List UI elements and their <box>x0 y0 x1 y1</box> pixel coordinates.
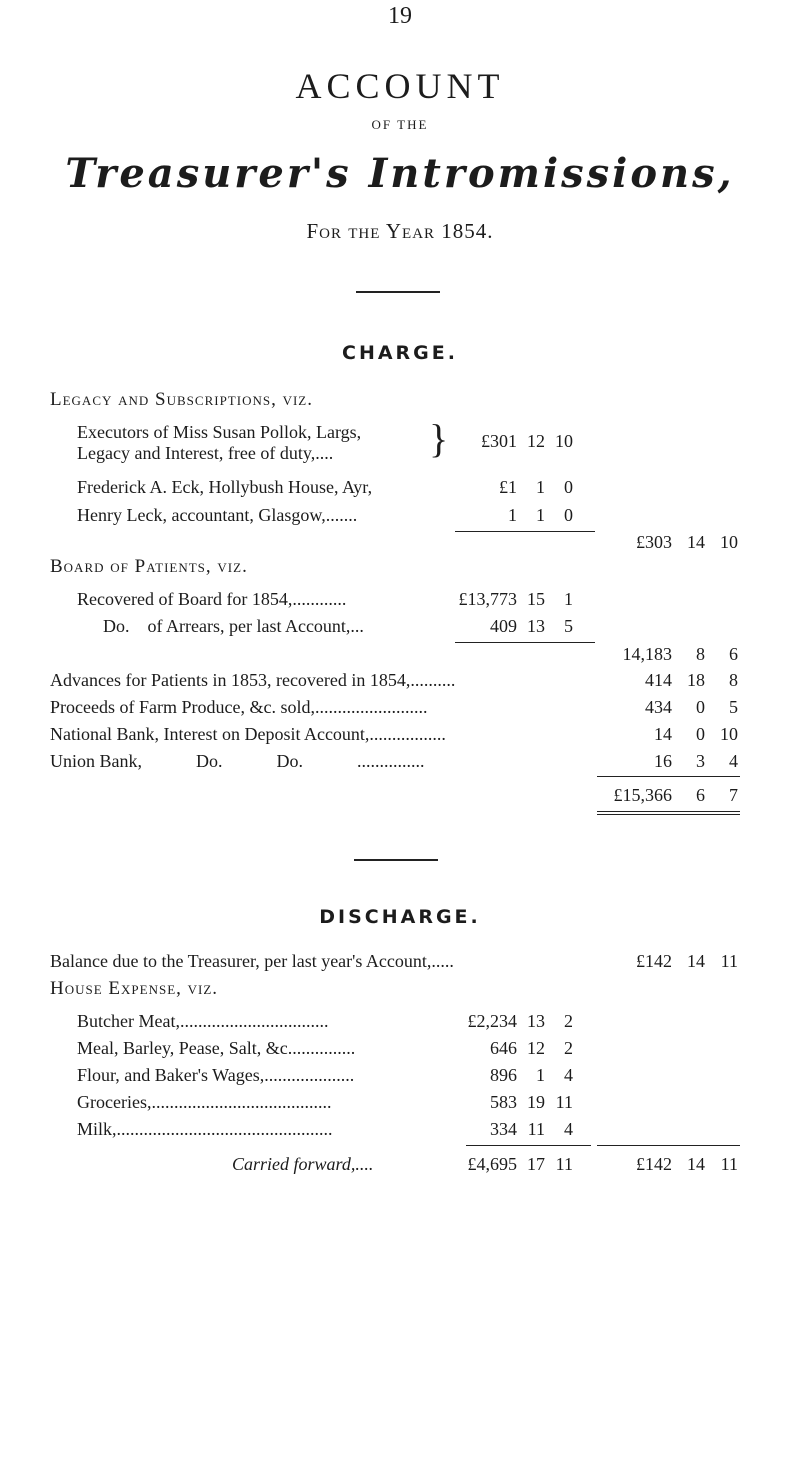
carried-forward-amount: £4,695 17 11 <box>467 1154 573 1174</box>
legacy-item-1-line2: Legacy and Interest, free of duty,.... <box>77 443 334 463</box>
house-item-groceries-amount: 583 19 11 <box>490 1092 573 1112</box>
charge-item-farm: Proceeds of Farm Produce, &c. sold,......................... <box>50 697 428 717</box>
charge-item-advances-amount: 414 18 8 <box>645 670 738 690</box>
board-item-2-amount: 409 13 5 <box>490 616 573 636</box>
house-item-butcher-amount: £2,234 13 2 <box>467 1011 573 1031</box>
page-subtitle: Treasurer's Intromissions, <box>65 150 735 197</box>
charge-item-national-bank-amount: 14 0 10 <box>654 724 738 744</box>
charge-item-union-bank: Union Bank, Do. Do. ............... <box>50 751 425 771</box>
house-item-groceries: Groceries,........................................ <box>77 1092 332 1112</box>
subtotal-rule <box>455 531 595 532</box>
charge-item-advances: Advances for Patients in 1853, recovered in 1854,.......... <box>50 670 456 690</box>
legacy-heading: Legacy and Subscriptions, viz. <box>50 389 313 410</box>
legacy-item-3-label: Henry Leck, accountant, Glasgow,....... <box>77 505 358 525</box>
legacy-item-1-amount: £301 12 10 <box>481 431 573 451</box>
discharge-heading: DISCHARGE. <box>319 906 481 928</box>
house-item-flour-amount: 896 1 4 <box>490 1065 573 1085</box>
board-heading: Board of Patients, viz. <box>50 556 248 577</box>
subtotal-rule <box>455 642 595 643</box>
divider-rule <box>356 291 440 293</box>
carried-forward-label: Carried forward,.... <box>232 1154 374 1174</box>
divider-rule <box>354 859 438 861</box>
board-item-2-label: Do. of Arrears, per last Account,... <box>103 616 364 636</box>
board-item-1-amount: £13,773 15 1 <box>458 589 573 609</box>
legacy-item-1-line1: Executors of Miss Susan Pollok, Largs, <box>77 422 362 442</box>
board-item-1-label: Recovered of Board for 1854,............ <box>77 589 347 609</box>
subtotal-rule <box>466 1145 591 1146</box>
page-number: 19 <box>388 3 412 29</box>
charge-grand-total: £15,366 6 7 <box>613 785 738 805</box>
charge-item-union-bank-amount: 16 3 4 <box>654 751 738 771</box>
house-item-milk-amount: 334 11 4 <box>490 1119 573 1139</box>
carried-forward-right-amount: £142 14 11 <box>636 1154 738 1174</box>
page-title: ACCOUNT <box>295 66 505 106</box>
house-expense-heading: House Expense, viz. <box>50 978 219 999</box>
charge-heading: CHARGE. <box>342 342 458 364</box>
total-rule <box>597 776 740 777</box>
house-item-flour: Flour, and Baker's Wages,.................... <box>77 1065 355 1085</box>
double-rule-bottom <box>597 814 740 815</box>
charge-item-national-bank: National Bank, Interest on Deposit Account,................. <box>50 724 446 744</box>
charge-item-farm-amount: 434 0 5 <box>645 697 738 717</box>
legacy-item-3-amount: 1 1 0 <box>508 505 573 525</box>
title-connector: OF THE <box>371 117 429 132</box>
balance-amount: £142 14 11 <box>636 951 738 971</box>
balance-label: Balance due to the Treasurer, per last year's Account,..... <box>50 951 454 971</box>
house-item-milk: Milk,................................................ <box>77 1119 333 1139</box>
year-line: For the Year 1854. <box>306 219 494 243</box>
legacy-item-2-label: Frederick A. Eck, Hollybush House, Ayr, <box>77 477 373 497</box>
double-rule-top <box>597 811 740 812</box>
board-total: 14,183 8 6 <box>622 644 738 664</box>
legacy-item-2-amount: £1 1 0 <box>499 477 573 497</box>
subtotal-rule <box>597 1145 740 1146</box>
brace-symbol: } <box>429 416 449 461</box>
legacy-total: £303 14 10 <box>636 532 738 552</box>
house-item-meal-amount: 646 12 2 <box>490 1038 573 1058</box>
house-item-meal: Meal, Barley, Pease, Salt, &c............... <box>77 1038 356 1058</box>
house-item-butcher: Butcher Meat,................................. <box>77 1011 329 1031</box>
